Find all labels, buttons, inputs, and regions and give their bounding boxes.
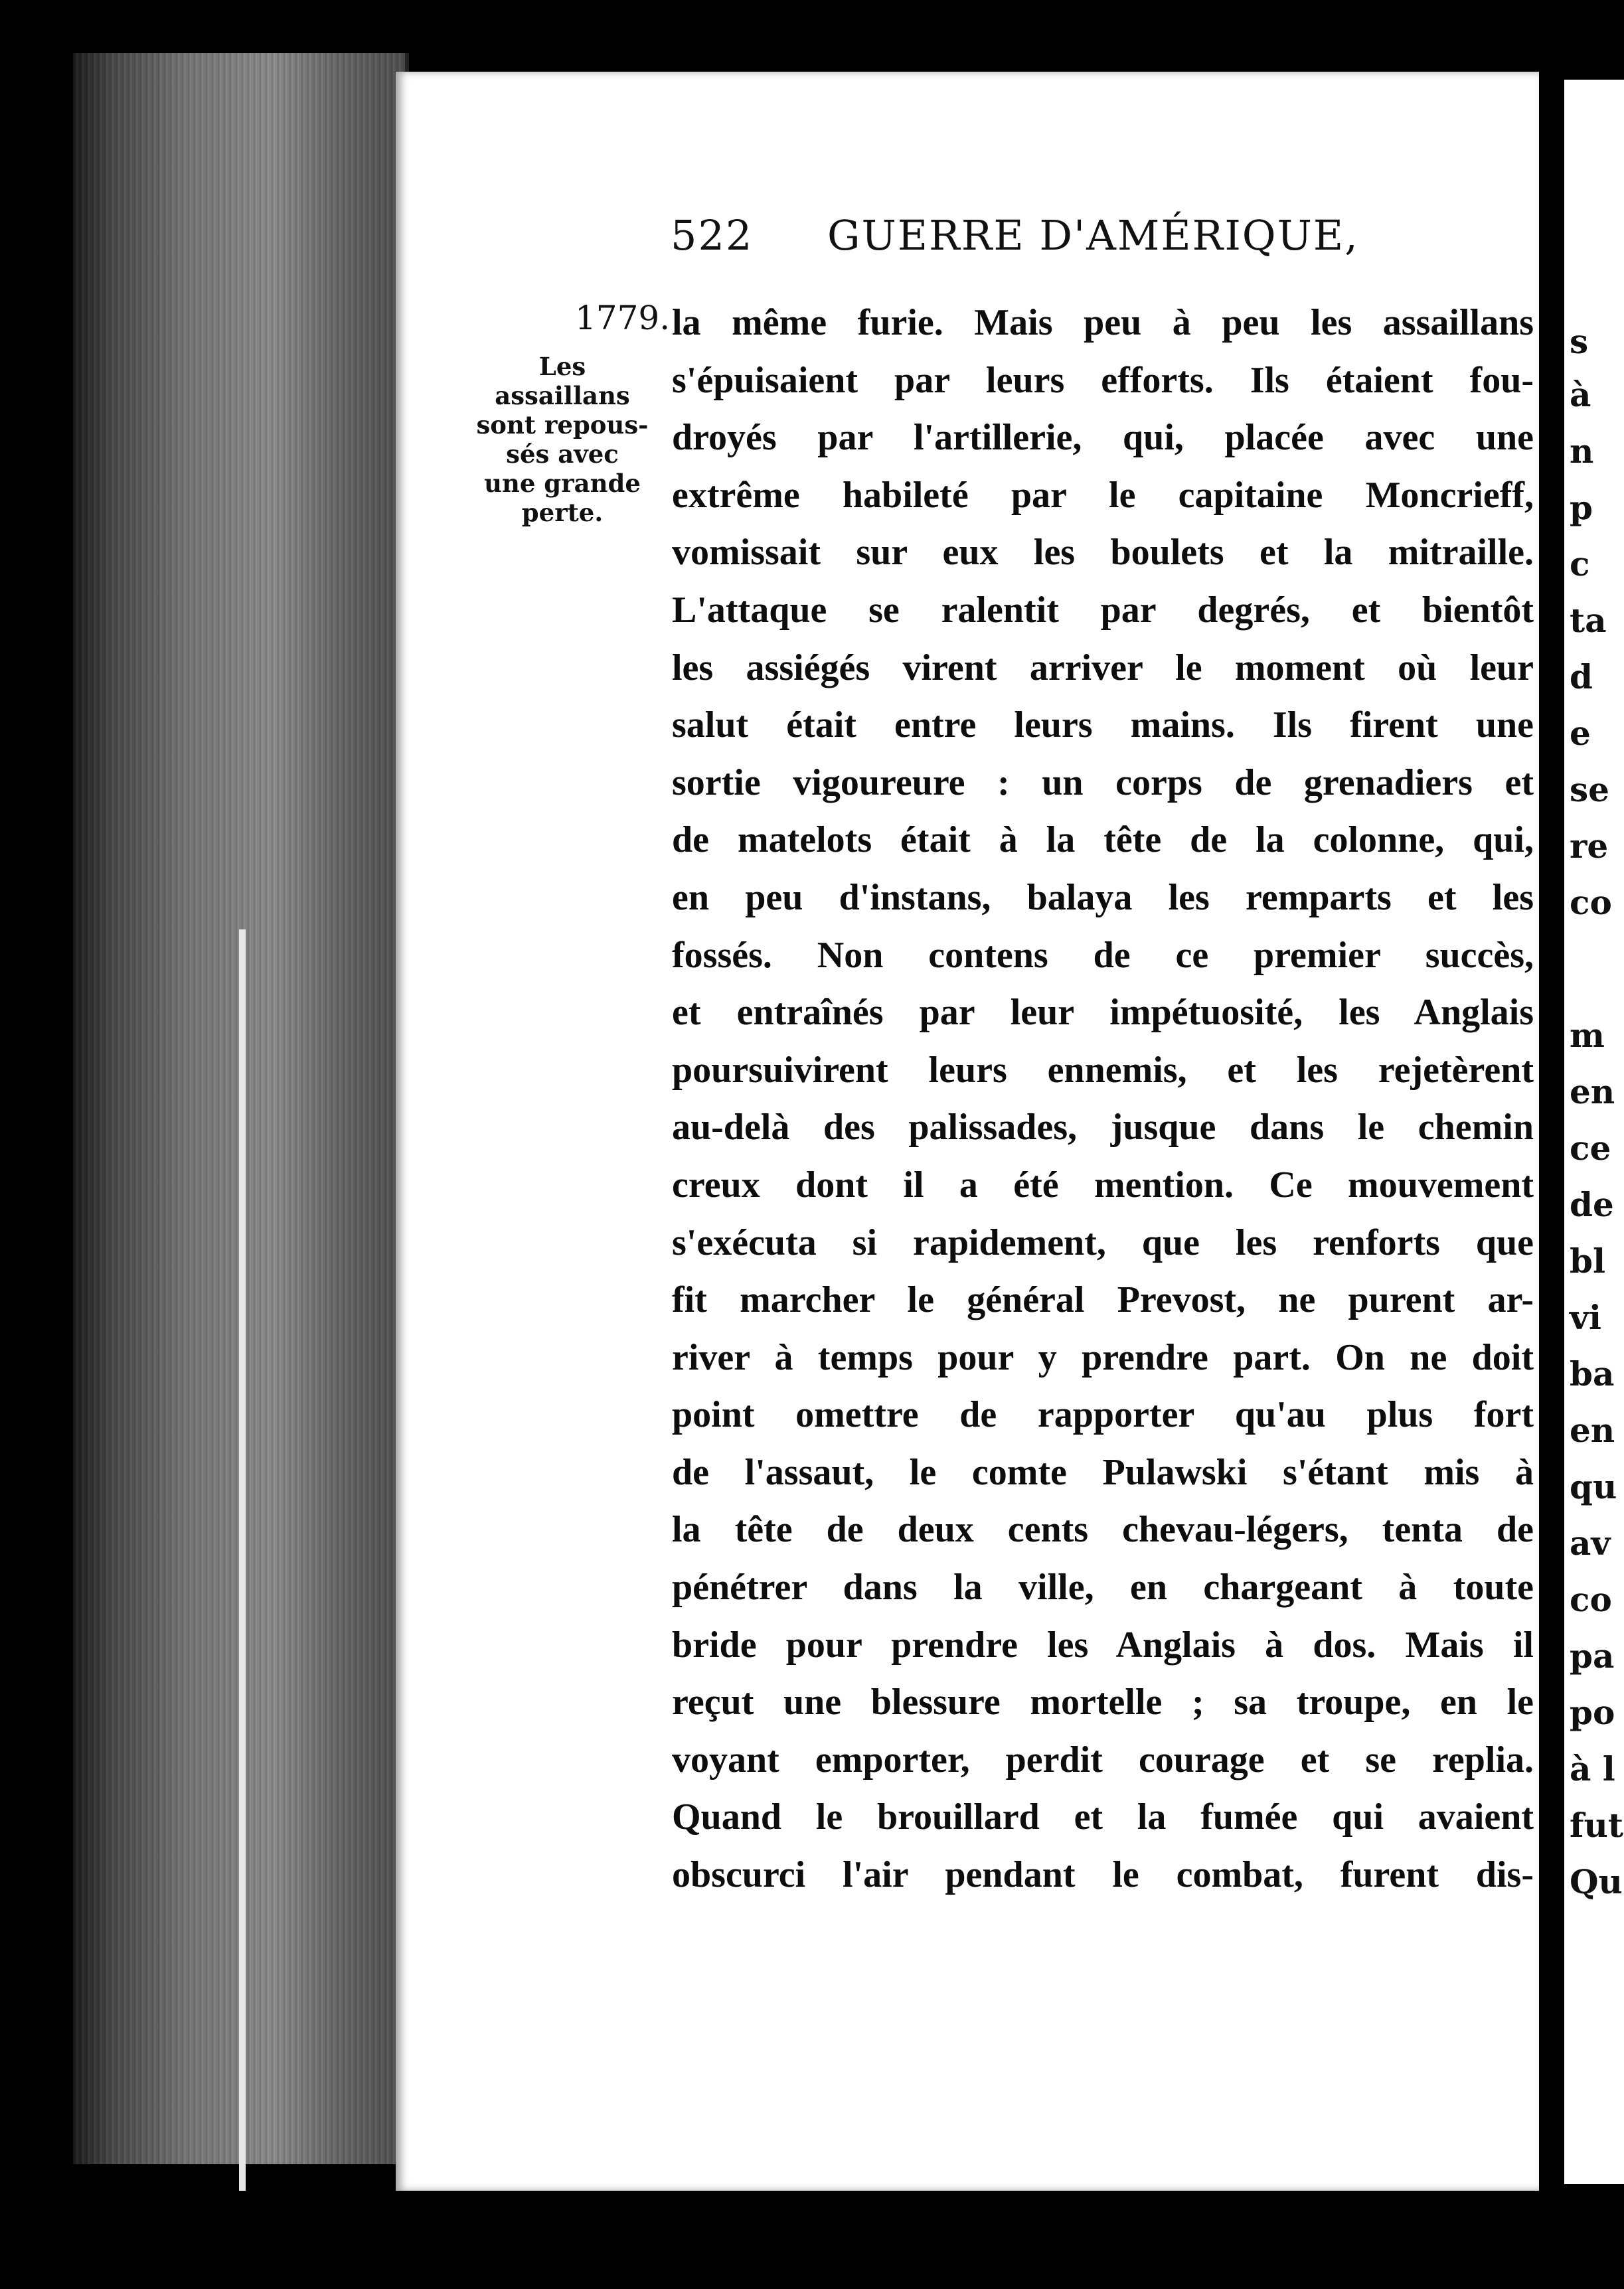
text-line: en peu d'instans, balaya les remparts et les	[672, 876, 1534, 918]
next-page-fragment: p	[1570, 488, 1593, 527]
next-page-fragment: c	[1570, 544, 1590, 584]
text-line: la tête de deux cents chevau-légers, tenta de	[672, 1509, 1534, 1551]
next-page-fragment: fut	[1570, 1806, 1623, 1845]
text-line: salut était entre leurs mains. Ils firent une	[672, 704, 1534, 746]
text-line: la même furie. Mais peu à peu les assaillans	[672, 302, 1534, 343]
margin-note-line: Les	[538, 352, 586, 381]
text-line: river à temps pour y prendre part. On ne doit	[672, 1336, 1534, 1378]
text-line: L'attaque se ralentit par degrés, et bientôt	[672, 589, 1534, 631]
next-page-edge	[1564, 80, 1624, 2184]
next-page-fragment: m	[1570, 1016, 1605, 1055]
text-line: poursuivirent leurs ennemis, et les rejetèrent	[672, 1049, 1534, 1091]
body-text	[672, 294, 1534, 1904]
next-page-fragment: qu	[1570, 1467, 1617, 1506]
text-line: reçut une blessure mortelle ; sa troupe, en le	[672, 1682, 1534, 1723]
next-page-fragment: ce	[1570, 1129, 1611, 1168]
next-page-fragment: bl	[1570, 1241, 1605, 1281]
next-page-fragment: co	[1570, 883, 1612, 922]
page-edge-highlight	[239, 929, 246, 2191]
text-line: de matelots était à la tête de la colonne, qui,	[672, 819, 1534, 861]
text-line: s'épuisaient par leurs efforts. Ils étaient fou-	[672, 359, 1534, 401]
text-line: Quand le brouillard et la fumée qui avaient	[672, 1796, 1534, 1838]
next-page-fragment: e	[1570, 714, 1591, 753]
margin-year: 1779.	[575, 299, 671, 337]
next-page-fragment: à	[1570, 375, 1591, 414]
text-line: droyés par l'artillerie, qui, placée avec une	[672, 417, 1534, 459]
running-title: GUERRE D'AMÉRIQUE,	[827, 211, 1359, 260]
next-page-fragment: co	[1570, 1580, 1612, 1619]
text-line: s'exécuta si rapidement, que les renforts que	[672, 1222, 1534, 1263]
text-line: bride pour prendre les Anglais à dos. Mais il	[672, 1624, 1534, 1666]
margin-note-line: assaillans	[495, 381, 630, 410]
next-page-fragment: en	[1570, 1072, 1615, 1111]
margin-note-line: une grande	[484, 469, 641, 498]
text-line: fit marcher le général Prevost, ne purent ar-	[672, 1279, 1534, 1321]
next-page-fragment: n	[1570, 432, 1594, 471]
next-page-fragment: ba	[1570, 1354, 1615, 1393]
margin-note-line: perte.	[521, 498, 604, 527]
next-page-fragment: d	[1570, 657, 1593, 696]
text-line: de l'assaut, le comte Pulawski s'étant mis à	[672, 1451, 1534, 1493]
scan-background	[0, 2191, 1624, 2289]
text-line: creux dont il a été mention. Ce mouvement	[672, 1164, 1534, 1206]
text-line: sortie vigoureure : un corps de grenadiers et	[672, 761, 1534, 803]
next-page-fragment: re	[1570, 827, 1609, 866]
next-page-fragment: ta	[1570, 601, 1607, 640]
text-line: voyant emporter, perdit courage et se replia.	[672, 1739, 1534, 1780]
margin-note-line: sont repous-	[476, 410, 649, 439]
text-line: les assiégés virent arriver le moment où leur	[672, 647, 1534, 688]
next-page-fragment: po	[1570, 1693, 1615, 1732]
next-page-fragment: Qu	[1570, 1862, 1623, 1901]
next-page-fragment: en	[1570, 1411, 1615, 1450]
next-page-fragment: à l	[1570, 1749, 1615, 1788]
text-line: extrême habileté par le capitaine Moncrieff,	[672, 474, 1534, 516]
next-page-fragment: av	[1570, 1524, 1611, 1563]
next-page-fragment: vi	[1570, 1298, 1602, 1337]
next-page-fragment: se	[1570, 770, 1609, 809]
text-line: pénétrer dans la ville, en chargeant à toute	[672, 1567, 1534, 1609]
next-page-fragment: pa	[1570, 1636, 1615, 1676]
text-line: au-delà des palissades, jusque dans le chemin	[672, 1107, 1534, 1148]
margin-note-line: sés avec	[506, 439, 619, 469]
text-line: vomissait sur eux les boulets et la mitraille.	[672, 532, 1534, 574]
page-header	[671, 211, 1408, 264]
text-line: et entraînés par leur impétuosité, les Anglais	[672, 992, 1534, 1034]
text-line: fossés. Non contens de ce premier succès,	[672, 934, 1534, 976]
text-line: obscurci l'air pendant le combat, furent dis-	[672, 1854, 1534, 1896]
margin-note	[473, 352, 652, 527]
text-line: point omettre de rapporter qu'au plus fort	[672, 1394, 1534, 1436]
page-number: 522	[671, 211, 754, 260]
next-page-fragment: s	[1570, 322, 1589, 361]
next-page-fragment: de	[1570, 1185, 1614, 1224]
